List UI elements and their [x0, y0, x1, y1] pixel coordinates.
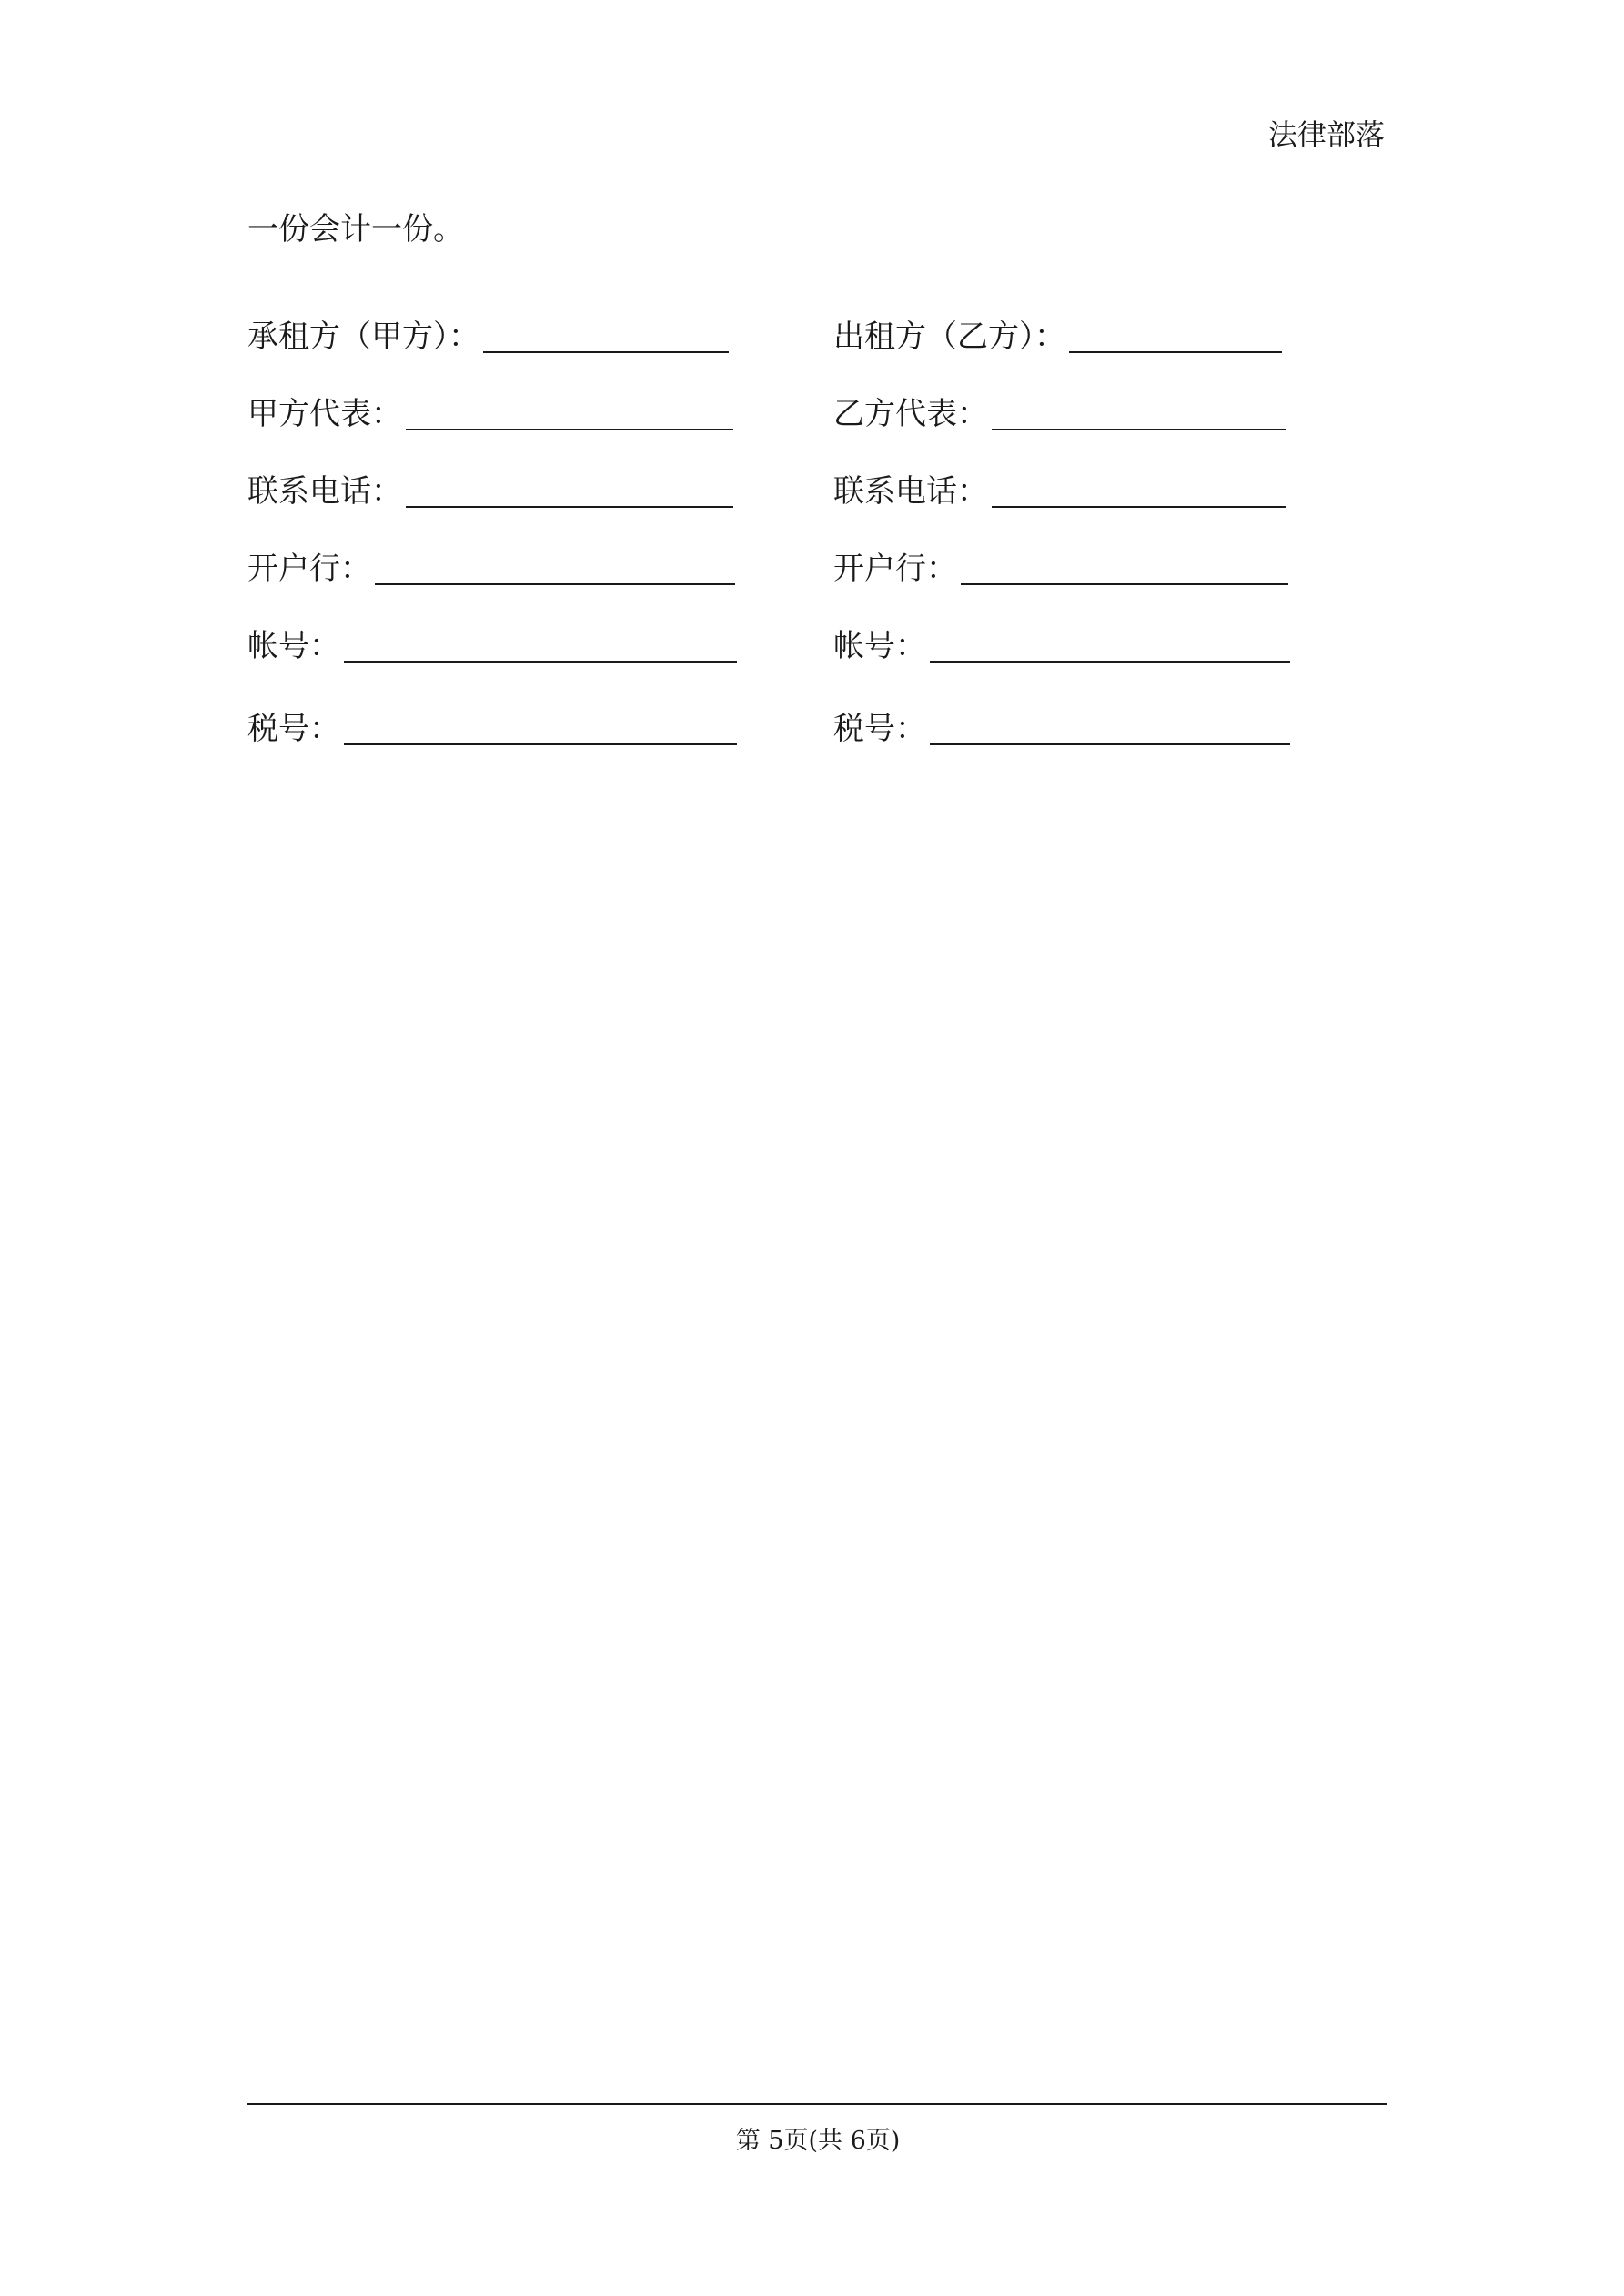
party-a-tax-id-label: 税号： — [247, 711, 340, 747]
party-a-bank-field — [247, 547, 735, 589]
party-a-account-blank[interactable] — [344, 633, 737, 663]
party-a-account-field — [247, 624, 737, 666]
header-label: 法律部落 — [1267, 117, 1385, 152]
party-a-bank-blank[interactable] — [375, 556, 735, 585]
party-a-tax-id-blank[interactable] — [344, 716, 737, 745]
footer-divider — [247, 2103, 1387, 2105]
party-a-phone-field — [247, 470, 733, 511]
party-b-phone-blank[interactable] — [992, 479, 1286, 508]
party-a-tax-id-field — [247, 707, 737, 749]
party-b-account-label: 帐号： — [833, 628, 926, 664]
party-b-account-field — [833, 624, 1290, 666]
party-b-phone-field — [833, 470, 1286, 511]
party-a-phone-blank[interactable] — [406, 479, 733, 508]
party-b-representative-field — [833, 392, 1286, 434]
lessee-field — [247, 315, 729, 357]
lessee-blank[interactable] — [483, 324, 729, 353]
party-a-phone-label: 联系电话： — [247, 473, 402, 510]
party-b-tax-id-blank[interactable] — [930, 716, 1290, 745]
party-b-tax-id-field — [833, 707, 1290, 749]
party-b-tax-id-label: 税号： — [833, 711, 926, 747]
party-a-account-label: 帐号： — [247, 628, 340, 664]
lessor-blank[interactable] — [1069, 324, 1282, 353]
party-a-representative-field — [247, 392, 733, 434]
intro-paragraph: 一份会计一份。 — [247, 211, 464, 248]
party-b-bank-blank[interactable] — [961, 556, 1288, 585]
party-b-account-blank[interactable] — [930, 633, 1290, 663]
party-b-bank-field — [833, 547, 1288, 589]
page-number: 第 5页(共 6页) — [735, 2127, 901, 2155]
lessee-label: 承租方（甲方）： — [247, 319, 479, 355]
party-b-bank-label: 开户行： — [833, 551, 957, 587]
lessor-field — [833, 315, 1282, 357]
party-b-phone-label: 联系电话： — [833, 473, 988, 510]
party-a-bank-label: 开户行： — [247, 551, 371, 587]
lessor-label: 出租方（乙方）： — [833, 319, 1065, 355]
party-b-representative-blank[interactable] — [992, 401, 1286, 430]
party-b-representative-label: 乙方代表： — [833, 396, 988, 432]
party-a-representative-label: 甲方代表： — [247, 396, 402, 432]
party-a-representative-blank[interactable] — [406, 401, 733, 430]
